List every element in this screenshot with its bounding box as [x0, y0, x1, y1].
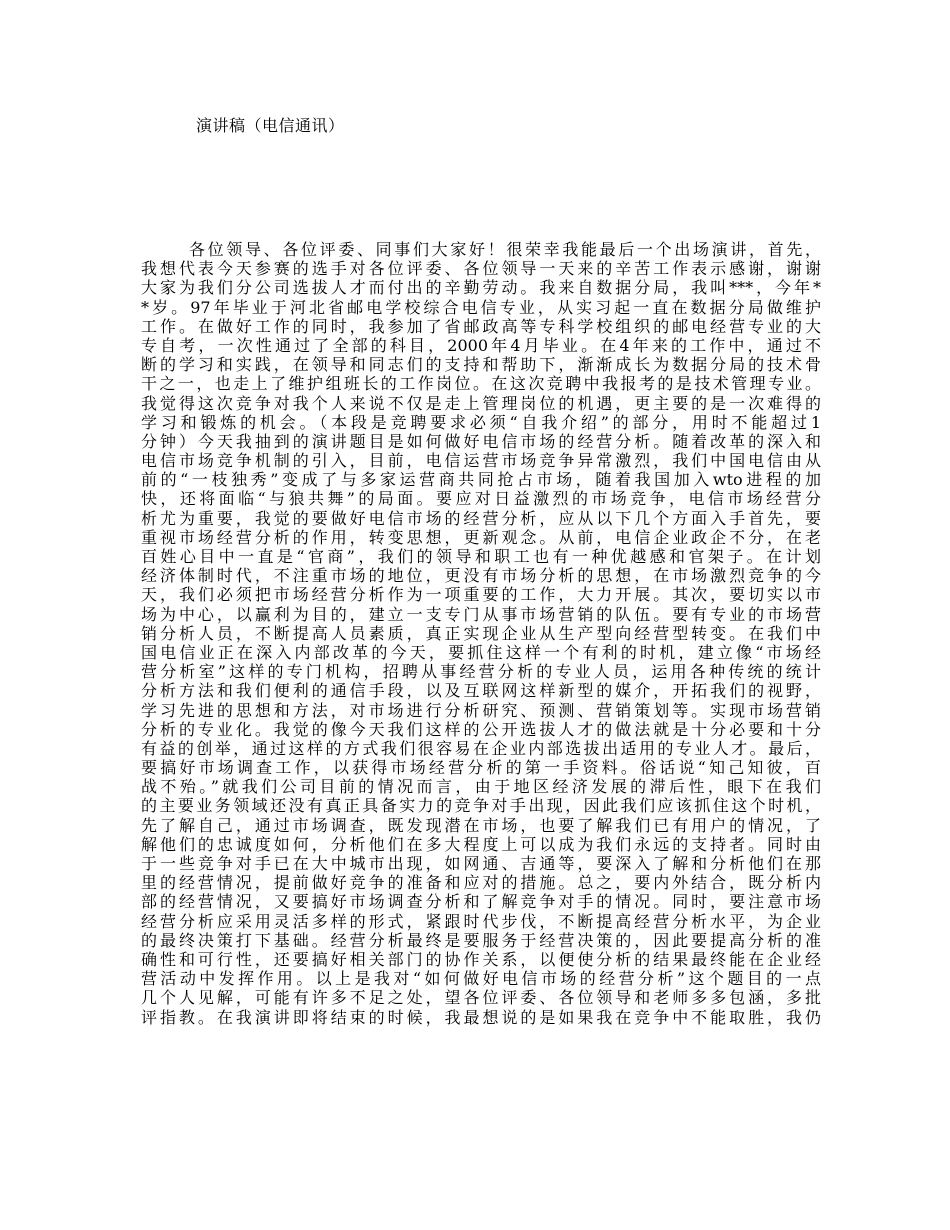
body-line: 确性和可行性，还要搞好相关部门的协作关系，以便使分析的结果最终能在企业经: [141, 949, 821, 969]
body-line: 国电信业正在深入内部改革的今天，要抓住这样一个有利的时机，建立像“市场经: [141, 642, 821, 662]
body-line: 我觉得这次竞争对我个人来说不仅是走上管理岗位的机遇，更主要的是一次难得的: [141, 393, 821, 413]
body-line: 各位领导、各位评委、同事们大家好！很荣幸我能最后一个出场演讲，首先，: [189, 240, 821, 259]
body-line: 解他们的忠诚度如何，分析他们在多大程度上可以成为我们永远的支持者。同时由: [141, 834, 821, 854]
body-line: 学习和锻炼的机会。（本段是竞聘要求必须“自我介绍”的部分，用时不能超过1: [141, 412, 821, 432]
body-line: 干之一，也走上了维护组班长的工作岗位。在这次竞聘中我报考的是技术管理专业。: [141, 374, 821, 394]
body-line: 天，我们必须把市场经营分析作为一项重要的工作，大力开展。其次，要切实以市: [141, 585, 821, 605]
body-line: 几个人见解，可能有许多不足之处，望各位评委、各位领导和老师多多包涵，多批: [141, 988, 821, 1008]
body-line: 营活动中发挥作用。以上是我对“如何做好电信市场的经营分析”这个题目的一点: [141, 969, 821, 989]
body-line: 有益的创举，通过这样的方式我们很容易在企业内部选拔出适用的专业人才。最后，: [141, 738, 821, 758]
body-line: 的主要业务领域还没有真正具备实力的竞争对手出现，因此我们应该抓住这个时机，: [141, 796, 821, 816]
body-line: 分析方法和我们便利的通信手段，以及互联网这样新型的媒介，开拓我们的视野，: [141, 681, 821, 701]
document-title: 演讲稿（电信通讯）: [196, 116, 345, 135]
body-line: 部的经营情况，又要搞好市场调查分析和了解竞争对手的情况。同时，要注意市场: [141, 892, 821, 912]
body-line: 评指教。在我演讲即将结束的时候，我最想说的是如果我在竞争中不能取胜，我仍: [141, 1007, 821, 1027]
body-line: 先了解自己，通过市场调查，既发现潜在市场，也要了解我们已有用户的情况，了: [141, 815, 821, 835]
body-line: 专自考，一次性通过了全部的科目，2000年4月毕业。在4年来的工作中，通过不: [141, 335, 821, 355]
body-line: 大家为我们分公司选拔人才而付出的辛勤劳动。我来自数据分局，我叫***，今年*: [141, 278, 821, 298]
body-line: 要搞好市场调查工作，以获得市场经营分析的第一手资料。俗话说“知己知彼，百: [141, 758, 821, 778]
body-line: 电信市场竞争机制的引入，目前，电信运营市场竞争异常激烈，我们中国电信由从: [141, 451, 821, 471]
body-line: 于一些竞争对手已在大中城市出现，如网通、吉通等，要深入了解和分析他们在那: [141, 854, 821, 873]
body-line: 里的经营情况，提前做好竞争的准备和应对的措施。总之，要内外结合，既分析内: [141, 873, 821, 893]
body-line: 销分析人员，不断提高人员素质，真正实现企业从生产型向经营型转变。在我们中: [141, 623, 821, 643]
speech-body: [141, 240, 821, 1027]
body-line: 分钟）今天我抽到的演讲题目是如何做好电信市场的经营分析。随着改革的深入和: [141, 431, 821, 451]
body-line: 百姓心目中一直是“官商”，我们的领导和职工也有一种优越感和官架子。在计划: [141, 547, 821, 566]
body-line: 经营分析应采用灵活多样的形式，紧跟时代步伐，不断提高经营分析水平，为企业: [141, 911, 821, 931]
body-line: 我想代表今天参赛的选手对各位评委、各位领导一天来的辛苦工作表示感谢，谢谢: [141, 259, 821, 279]
body-line: 析尤为重要，我觉的要做好电信市场的经营分析，应从以下几个方面入手首先，要: [141, 508, 821, 528]
body-line: 快，还将面临“与狼共舞”的局面。要应对日益激烈的市场竞争，电信市场经营分: [141, 489, 821, 509]
body-line: *岁。97年毕业于河北省邮电学校综合电信专业，从实习起一直在数据分局做维护: [141, 297, 821, 317]
body-line: 前的“一枝独秀”变成了与多家运营商共同抢占市场，随着我国加入wto进程的加: [141, 470, 821, 490]
body-line: 场为中心，以赢利为目的，建立一支专门从事市场营销的队伍。要有专业的市场营: [141, 604, 821, 624]
body-line: 分析的专业化。我觉的像今天我们这样的公开选拔人才的做法就是十分必要和十分: [141, 719, 821, 739]
body-line: 战不殆。”就我们公司目前的情况而言，由于地区经济发展的滞后性，眼下在我们: [141, 777, 821, 797]
body-line: 重视市场经营分析的作用，转变思想，更新观念。从前，电信企业政企不分，在老: [141, 527, 821, 547]
body-line: 学习先进的思想和方法，对市场进行分析研究、预测、营销策划等。实现市场营销: [141, 700, 821, 720]
body-line: 工作。在做好工作的同时，我参加了省邮政高等专科学校组织的邮电经营专业的大: [141, 316, 821, 336]
body-line: 经济体制时代，不注重市场的地位，更没有市场分析的思想，在市场激烈竞争的今: [141, 566, 821, 586]
body-line: 营分析室”这样的专门机构，招聘从事经营分析的专业人员，运用各种传统的统计: [141, 662, 821, 682]
body-line: 断的学习和实践，在领导和同志们的支持和帮助下，渐渐成长为数据分局的技术骨: [141, 355, 821, 375]
body-line: 的最终决策打下基础。经营分析最终是要服务于经营决策的，因此要提高分析的准: [141, 930, 821, 950]
